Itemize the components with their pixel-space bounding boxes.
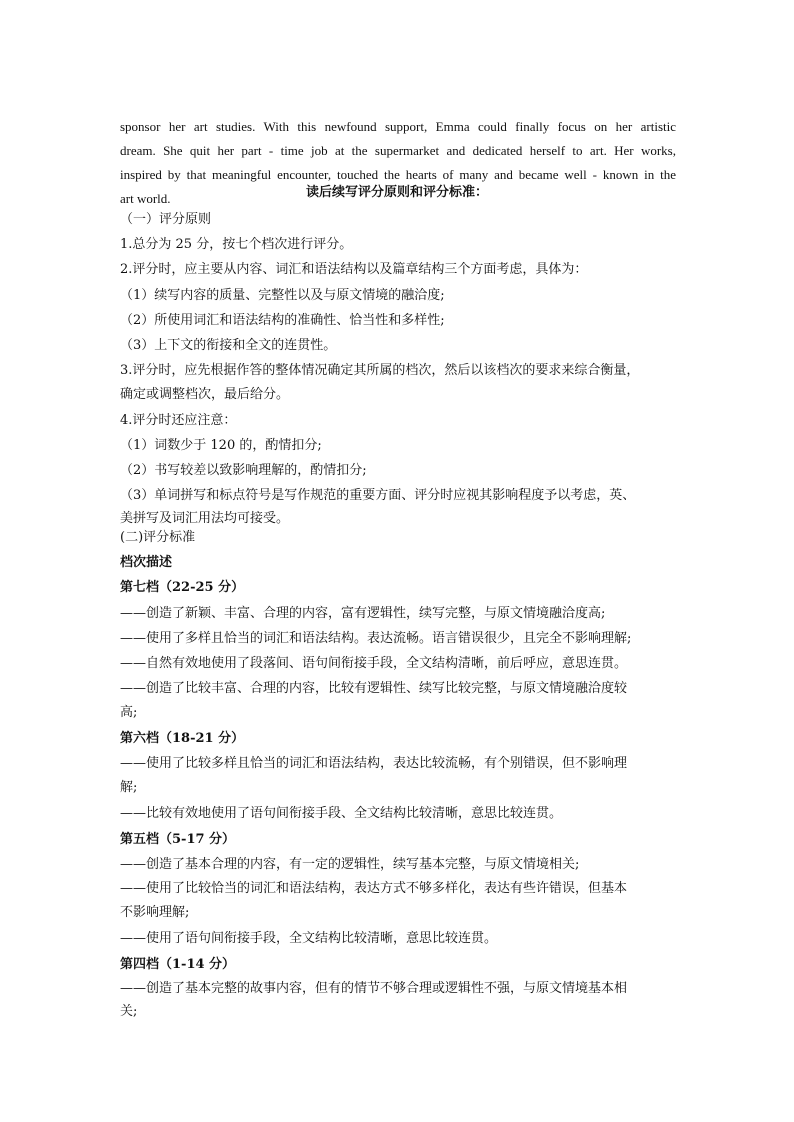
principles-heading: （一）评分原则: [120, 212, 212, 227]
level-6-line: ——比较有效地使用了语句间衔接手段、全文结构比较清晰，意思比较连贯。: [120, 806, 563, 821]
principle-4-item-3-line: （3）单词拼写和标点符号是写作规范的重要方面、评分时应视其影响程度予以考虑，英、: [120, 488, 636, 503]
principle-4-item: （2）书写较差以致影响理解的，酌情扣分;: [120, 463, 367, 478]
principles-block: [120, 207, 676, 531]
principle-1: 1.总分为 25 分，按七个档次进行评分。: [120, 237, 353, 252]
level-7-title: 第七档（22-25 分）: [120, 580, 245, 595]
principle-3-line: 确定或调整档次，最后给分。: [120, 387, 290, 402]
principle-3-line: 3.评分时，应先根据作答的整体情况确定其所属的档次，然后以该档次的要求来综合衡量，: [120, 363, 640, 378]
intro-line: sponsor her art studies. With this newfound support, Emma could finally focus on her artistic: [120, 119, 676, 134]
section-title: 读后续写评分原则和评分标准：: [305, 185, 488, 200]
level-5-title: 第五档（5-17 分）: [120, 832, 236, 847]
level-4-line: 关;: [120, 1004, 138, 1019]
principle-4-item-3-line: 美拼写及词汇用法均可接受。: [120, 511, 290, 526]
level-4-line: ——创造了基本完整的故事内容，但有的情节不够合理或逻辑性不强，与原文情境基本相: [120, 981, 628, 996]
standards-heading: (二)评分标准: [120, 530, 196, 545]
standards-block: [120, 525, 676, 1024]
level-7-line: ——创造了新颖、丰富、合理的内容，富有逻辑性，续写完整，与原文情境融洽度高;: [120, 606, 606, 621]
level-5-line: 不影响理解;: [120, 905, 190, 920]
level-5-line: ——创造了基本合理的内容，有一定的逻辑性，续写基本完整，与原文情境相关;: [120, 857, 580, 872]
principle-2-item: （2）所使用词汇和语法结构的准确性、恰当性和多样性;: [120, 313, 445, 328]
level-5-line: ——使用了语句间衔接手段，全文结构比较清晰，意思比较连贯。: [120, 931, 498, 946]
intro-line: dream. She quit her part - time job at the supermarket and dedicated herself to art. Her works,: [120, 143, 676, 158]
standards-subheading: 档次描述: [120, 555, 173, 570]
level-7-line: ——自然有效地使用了段落间、语句间衔接手段，全文结构清晰，前后呼应，意思连贯。: [120, 656, 628, 671]
principle-4: 4.评分时还应注意：: [120, 413, 237, 428]
level-6-line: ——使用了比较多样且恰当的词汇和语法结构，表达比较流畅，有个别错误，但不影响理: [120, 756, 628, 771]
level-7-line: 高;: [120, 705, 138, 720]
level-7-line: ——创造了比较丰富、合理的内容，比较有逻辑性、续写比较完整，与原文情境融洽度较: [120, 681, 628, 696]
principle-4-item: （1）词数少于 120 的，酌情扣分;: [120, 438, 322, 453]
principle-2-item: （1）续写内容的质量、完整性以及与原文情境的融洽度;: [120, 288, 445, 303]
level-7-line: ——使用了多样且恰当的词汇和语法结构。表达流畅。语言错误很少，且完全不影响理解;: [120, 631, 632, 646]
intro-line: art world.: [120, 191, 171, 206]
level-5-line: ——使用了比较恰当的词汇和语法结构，表达方式不够多样化，表达有些许错误，但基本: [120, 881, 628, 896]
level-6-title: 第六档（18-21 分）: [120, 731, 245, 746]
principle-2-item: （3）上下文的衔接和全文的连贯性。: [120, 338, 337, 353]
principle-2: 2.评分时，应主要从内容、词汇和语法结构以及篇章结构三个方面考虑，具体为：: [120, 262, 588, 277]
level-6-line: 解;: [120, 780, 138, 795]
intro-line: inspired by that meaningful encounter, touched the hearts of many and became well - known in the: [120, 167, 676, 182]
level-4-title: 第四档（1-14 分）: [120, 957, 236, 972]
